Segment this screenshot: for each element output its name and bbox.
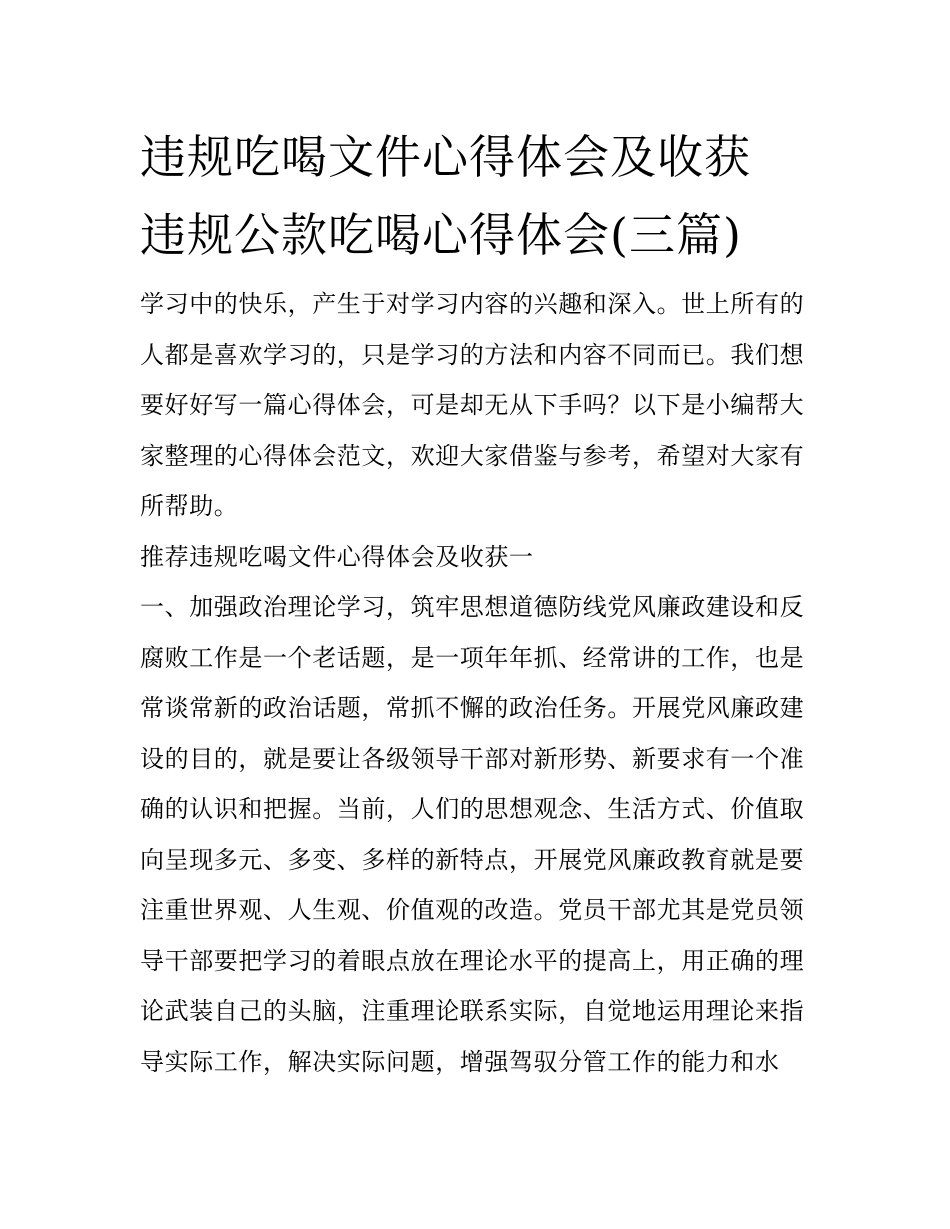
intro-line: 家整理的心得体会范文，欢迎大家借鉴与参考，希望对大家有 [140, 441, 805, 470]
intro-line: 学习中的快乐，产生于对学习内容的兴趣和深入。世上所有的 [140, 290, 805, 318]
intro-line: 所帮助。 [140, 492, 239, 520]
document-body [140, 279, 812, 1087]
section-line: 导干部要把学习的着眼点放在理论水平的提高上，用正确的理 [140, 946, 805, 975]
intro-line: 人都是喜欢学习的，只是学习的方法和内容不同而已。我们想 [140, 340, 805, 369]
intro-paragraph [140, 279, 812, 532]
section-line: 设的目的，就是要让各级领导干部对新形势、新要求有一个准 [140, 744, 805, 773]
section-heading: 推荐违规吃喝文件心得体会及收获一 [140, 542, 534, 571]
section-line: 导实际工作，解决实际问题，增强驾驭分管工作的能力和水 [140, 1047, 780, 1076]
title-line-2: 违规公款吃喝心得体会(三篇) [140, 208, 742, 262]
document-title [140, 118, 820, 274]
intro-line: 要好好写一篇心得体会，可是却无从下手吗？以下是小编帮大 [140, 391, 805, 419]
section-line: 论武装自己的头脑，注重理论联系实际，自觉地运用理论来指 [140, 997, 805, 1025]
section-line: 常谈常新的政治话题，常抓不懈的政治任务。开展党风廉政建 [140, 694, 805, 722]
section-line: 腐败工作是一个老话题，是一项年年抓、经常讲的工作，也是 [140, 643, 805, 672]
section-line: 一、加强政治理论学习，筑牢思想道德防线党风廉政建设和反 [140, 593, 805, 621]
section-paragraph [140, 582, 812, 1087]
section-line: 向呈现多元、多变、多样的新特点，开展党风廉政教育就是要 [140, 845, 805, 874]
title-line-1: 违规吃喝文件心得体会及收获 [140, 130, 751, 184]
section-line: 确的认识和把握。当前，人们的思想观念、生活方式、价值取 [140, 795, 805, 823]
section-line: 注重世界观、人生观、价值观的改造。党员干部尤其是党员领 [140, 896, 805, 924]
